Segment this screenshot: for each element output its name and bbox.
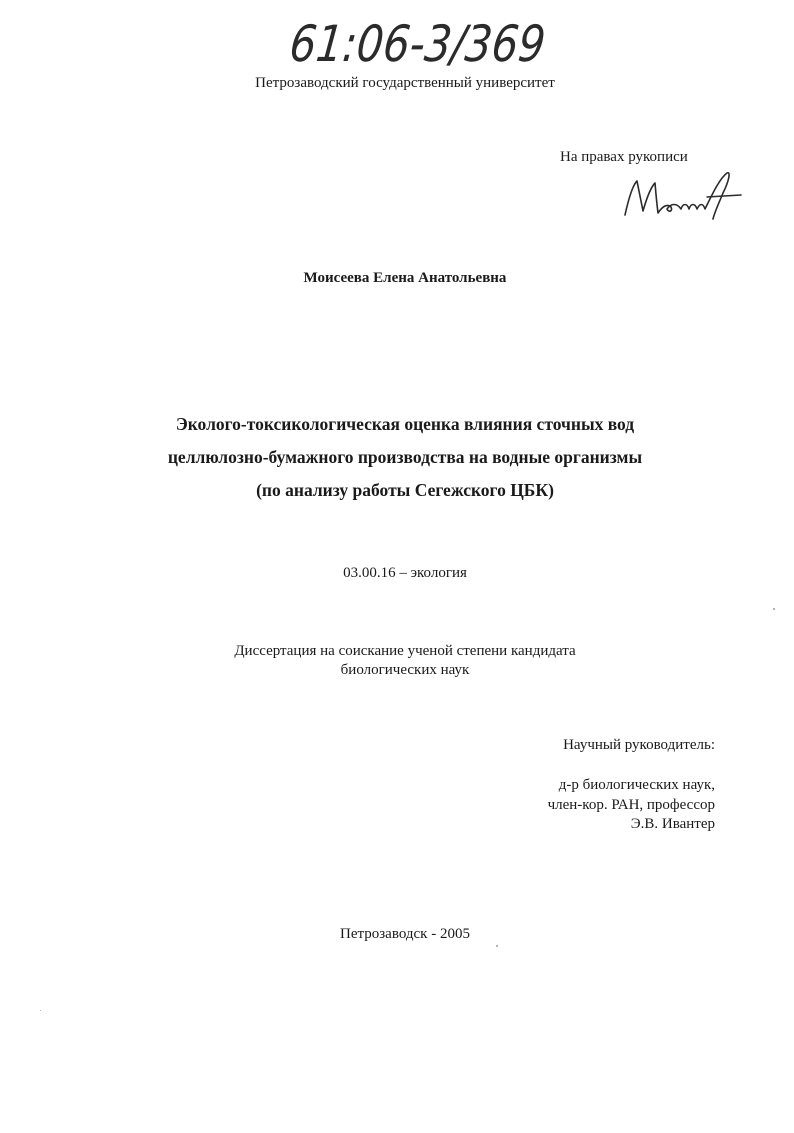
archive-number-handwritten bbox=[286, 6, 600, 78]
supervisor-label: Научный руководитель: bbox=[563, 737, 715, 753]
specialty-code: 03.00.16 – экология bbox=[343, 565, 467, 581]
title-line: Эколого-токсикологическая оценка влияния сточных вод bbox=[175, 414, 635, 434]
archive-number-text: 61:06-3/369 bbox=[286, 14, 600, 73]
author-name: Моисеева Елена Анатольевна bbox=[303, 270, 507, 286]
title-line: (по анализу работы Сегежского ЦБК) bbox=[256, 480, 554, 500]
degree-statement bbox=[140, 642, 670, 680]
degree-line: Диссертация на соискание ученой степени кандидата bbox=[234, 643, 576, 659]
supervisor-details bbox=[450, 776, 715, 835]
university-name: Петрозаводский государственный университет bbox=[255, 75, 555, 91]
signature bbox=[615, 167, 745, 227]
title-line: целлюлозно-бумажного производства на водные организмы bbox=[167, 447, 643, 467]
city-year: Петрозаводск - 2005 bbox=[340, 926, 470, 942]
scan-speck bbox=[773, 608, 775, 610]
degree-line: биологических наук bbox=[340, 662, 470, 678]
supervisor-line: Э.В. Ивантер bbox=[630, 816, 715, 832]
scan-speck bbox=[40, 1010, 41, 1011]
supervisor-line: д-р биологических наук, bbox=[558, 777, 715, 793]
dissertation-title bbox=[80, 408, 730, 507]
manuscript-rights: На правах рукописи bbox=[560, 149, 688, 165]
scan-speck bbox=[496, 945, 498, 947]
supervisor-line: член-кор. РАН, профессор bbox=[547, 796, 715, 813]
